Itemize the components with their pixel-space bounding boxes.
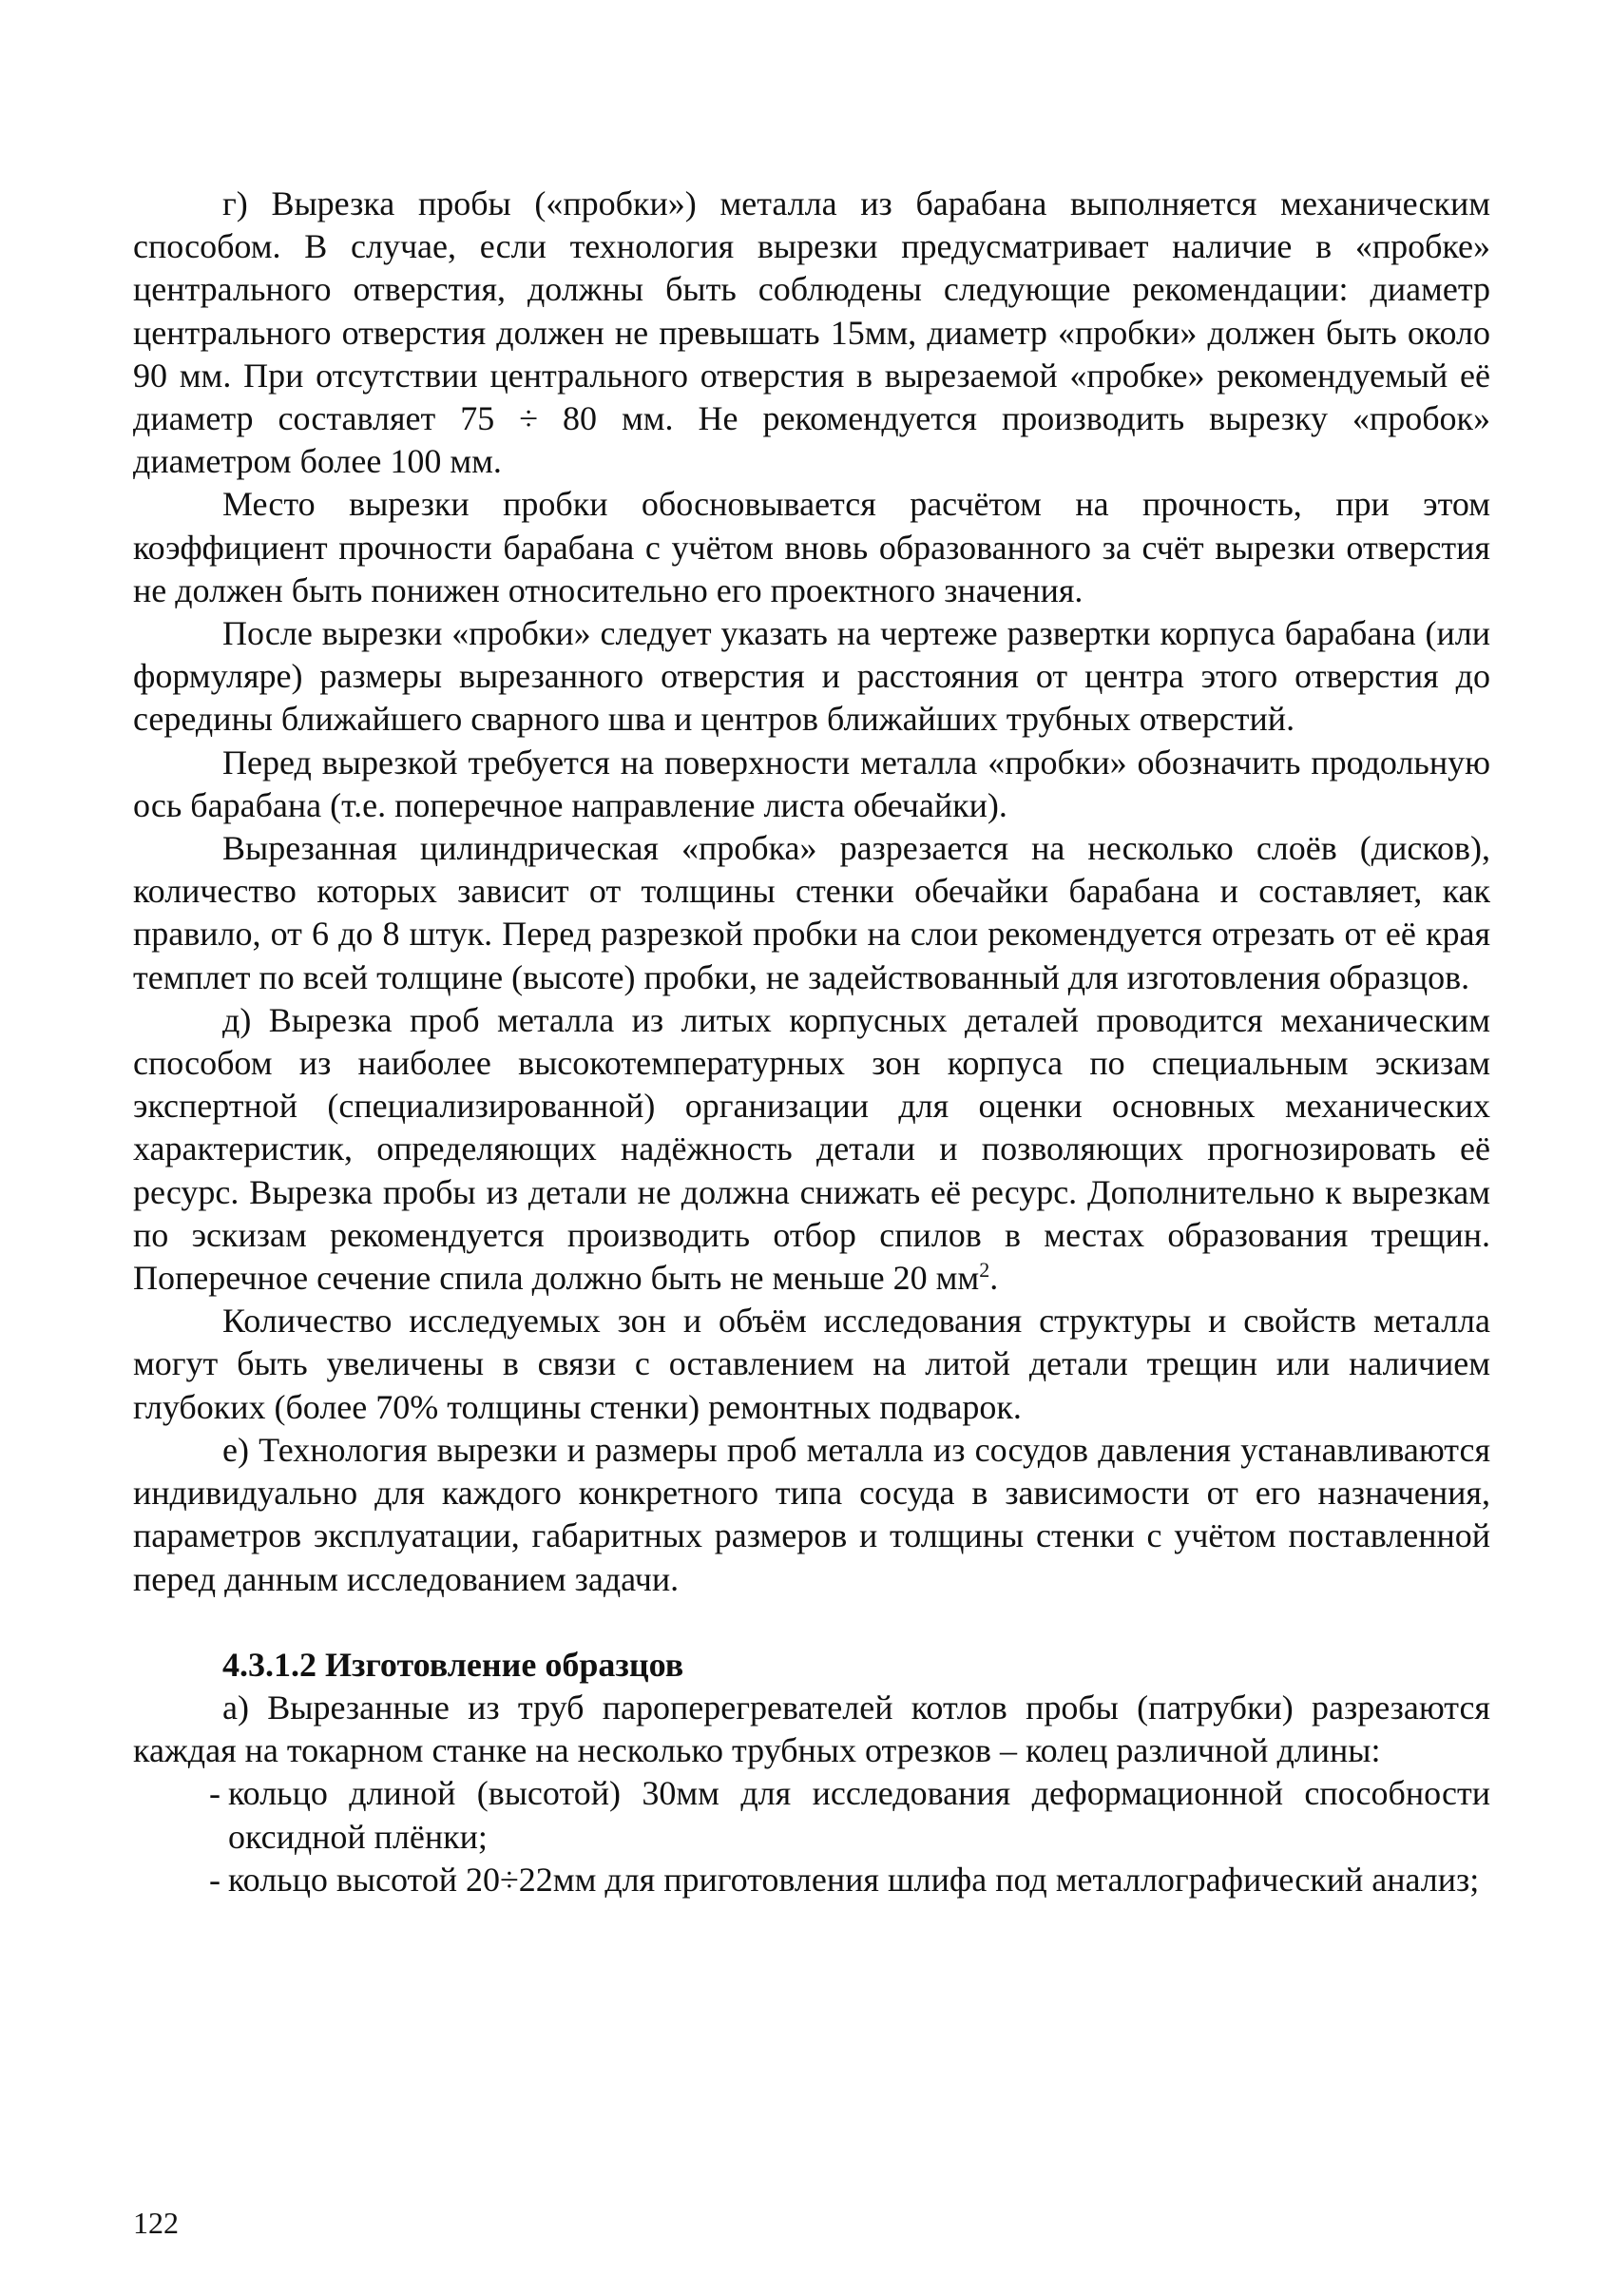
page-content — [133, 183, 1490, 1901]
list-item — [133, 1772, 1490, 1858]
list-item-text: кольцо высотой 20÷22мм для приготовления шлифа под металлографический анализ; — [228, 1860, 1480, 1899]
section-gap — [133, 1601, 1490, 1644]
paragraph-d — [133, 999, 1490, 1300]
superscript-2: 2 — [979, 1258, 990, 1283]
paragraph-zones: Количество исследуемых зон и объём исследования структуры и свойств металла могут быть увеличены в связи с оставлением на литой детали трещин или наличием глубоких (более 70% толщины стенки) ремонтных подварок. — [133, 1302, 1490, 1426]
paragraph-d-end: . — [989, 1259, 999, 1298]
paragraph-g: г) Вырезка пробы («пробки») металла из барабана выполняется механическим способом. В случае, если технология вырезки предусматривает наличие в «пробке» центрального отверстия, должны быть соблюдены следующие рекомендации: диаметр центрального отверстия должен не превышать 15мм, диаметр «пробки» должен быть около 90 мм. При отсутствии центрального отверстия в вырезаемой «пробке» рекомендуемый её диаметр составляет 75 ÷ 80 мм. Не рекомендуется производить вырезку «пробок» диаметром более 100 мм. — [133, 184, 1490, 481]
list-item-text: кольцо длиной (высотой) 30мм для исследования деформационной способности оксидной плёнки; — [228, 1774, 1490, 1856]
paragraph-axis-marking: Перед вырезкой требуется на поверхности металла «пробки» обозначить продольную ось барабана (т.е. поперечное направление листа обечайки). — [133, 743, 1490, 824]
paragraph-a: а) Вырезанные из труб пароперегревателей котлов пробы (патрубки) разрезаются каждая на токарном станке на несколько трубных отрезков – колец различной длины: — [133, 1688, 1490, 1770]
bullet-dash: - — [209, 1774, 221, 1813]
bullet-dash: - — [209, 1860, 221, 1899]
paragraph-after-cut: После вырезки «пробки» следует указать на чертеже развертки корпуса барабана (или формуляре) размеры вырезанного отверстия и расстояния от центра этого отверстия до середины ближайшего сварного шва и центров ближайших трубных отверстий. — [133, 614, 1490, 739]
paragraph-layers: Вырезанная цилиндрическая «пробка» разрезается на несколько слоёв (дисков), количество которых зависит от толщины стенки обечайки барабана и составляет, как правило, от 6 до 8 штук. Перед разрезкой пробки на слои рекомендуется отрезать от её края темплет по всей толщине (высоте) пробки, не задействованный для изготовления образцов. — [133, 829, 1490, 996]
page-number: 122 — [133, 2206, 179, 2240]
paragraph-cut-location: Место вырезки пробки обосновывается расчётом на прочность, при этом коэффициент прочности барабана с учётом вновь образованного за счёт вырезки отверстия не должен быть понижен относительно его проектного значения. — [133, 485, 1490, 609]
list-item — [133, 1859, 1490, 1901]
bullet-list — [133, 1772, 1490, 1901]
section-heading: 4.3.1.2 Изготовление образцов — [222, 1645, 684, 1684]
paragraph-e: е) Технология вырезки и размеры проб металла из сосудов давления устанавливаются индивидуально для каждого конкретного типа сосуда в зависимости от его назначения, параметров эксплуатации, габаритных размеров и толщины стенки с учётом поставленной перед данным исследованием задачи. — [133, 1430, 1490, 1598]
paragraph-d-text: д) Вырезка проб металла из литых корпусных деталей проводится механическим способом из наиболее высокотемпературных зон корпуса по специальным эскизам экспертной (специализированной) организации для оценки основных механических характеристик, определяющих надёжность детали и позволяющих прогнозировать её ресурс. Вырезка пробы из детали не должна снижать её ресурс. Дополнительно к вырезкам по эскизам рекомендуется производить отбор спилов в местах образования трещин. Поперечное сечение спила должно быть не меньше 20 мм — [133, 1000, 1490, 1298]
